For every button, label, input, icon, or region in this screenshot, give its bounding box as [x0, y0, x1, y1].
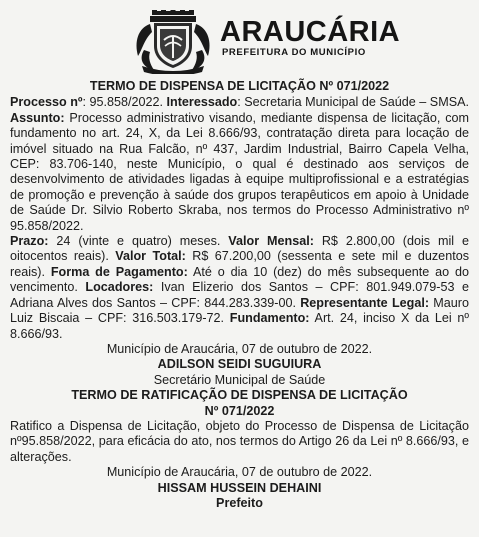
logo-text [220, 17, 400, 58]
forma-pagamento-value: Até o dia 10 (dez) do mês subsequente ao do vencimento. [10, 264, 469, 295]
logo-subtitle: PREFEITURA DO MUNICÍPIO [222, 47, 366, 58]
interessado-value: : Secretaria Municipal de Saúde – SMSA. [237, 95, 469, 110]
prazo-value: 24 (vinte e quatro) meses. [48, 234, 229, 249]
valor-mensal-label: Valor Mensal: [228, 234, 314, 249]
ratificacao-signer-role: Prefeito [216, 495, 263, 510]
dispensa-terms-paragraph [10, 234, 469, 342]
valor-mensal-value: R$ 2.800,00 (dois mil e oitocentos reais). [10, 234, 469, 264]
document-body [10, 79, 469, 511]
ratificacao-signer-name: HISSAM HUSSEIN DEHAINI [157, 480, 322, 495]
ratificacao-date: Município de Araucária, 07 de outubro de 2022. [106, 465, 373, 480]
forma-pagamento-label: Forma de Pagamento: [50, 264, 188, 279]
dispensa-paragraph [10, 95, 469, 234]
ratificacao-body: Ratifico a Dispensa de Licitação, objeto do Processo de Dispensa de Licitação nº95.858/2022, para eficácia do ato, nos termos do Artigo 26 da Lei nº 8.666/93, e alterações. [10, 418, 469, 464]
locadores-label: Locadores: [85, 280, 154, 295]
dispensa-date: Município de Araucária, 07 de outubro de 2022. [106, 341, 373, 356]
ratificacao-title-line2: Nº 071/2022 [204, 403, 275, 418]
ratificacao-title-line1: TERMO DE RATIFICAÇÃO DE DISPENSA DE LICITAÇÃO [71, 388, 408, 403]
interessado-label: Interessado [166, 95, 238, 110]
valor-total-value: R$ 67.200,00 (sessenta e sete mil e duzentos reais). [10, 249, 469, 279]
processo-label: Processo nº [10, 95, 83, 110]
representante-label: Representante Legal: [300, 295, 430, 310]
logo-name: ARAUCÁRIA [220, 16, 401, 48]
processo-value: : 95.858/2022. [82, 95, 167, 110]
assunto-label: Assunto: [10, 110, 65, 125]
header [10, 0, 469, 76]
ratificacao-title [10, 388, 469, 419]
dispensa-signer-role: Secretário Municipal de Saúde [153, 372, 326, 387]
prazo-label: Prazo: [10, 234, 49, 249]
fundamento-label: Fundamento: [229, 311, 310, 326]
fundamento-value: Art. 24, inciso X da Lei nº 8.666/93. [10, 311, 469, 341]
dispensa-title: TERMO DE DISPENSA DE LICITAÇÃO Nº 071/2022 [89, 79, 390, 93]
locadores-value: Ivan Elizerio dos Santos – CPF: 801.949.079-53 e Adriana Alves dos Santos – CPF: 844.283.339-00. [10, 280, 469, 310]
assunto-value: Processo administrativo visando, mediante dispensa de licitação, com fundamento no art. 24, X, da Lei 8.666/93, contratação direta para locação de imóvel situado na Rua Falcão, nº 437, Jardim Industrial, Bairro Capela Velha, CEP: 83.706-140, neste Município, o qual é destinado aos serviços de desenvolvimento de atividades ligadas à equipe multiprofissional e a estratégias de promoção e prevenção à saúde dos grupos terapêuticos em apoio à Unidade de Saúde Dr. Silvio Roberto Skraba, nos termos do Processo Administrativo nº 95.858/2022. [10, 110, 469, 233]
municipal-seal-logo [132, 10, 214, 74]
dispensa-signer-name: ADILSON SEIDI SUGUIURA [157, 357, 322, 372]
valor-total-label: Valor Total: [115, 249, 186, 264]
representante-value: Mauro Luiz Biscaia – CPF: 316.503.179-72. [10, 295, 469, 326]
